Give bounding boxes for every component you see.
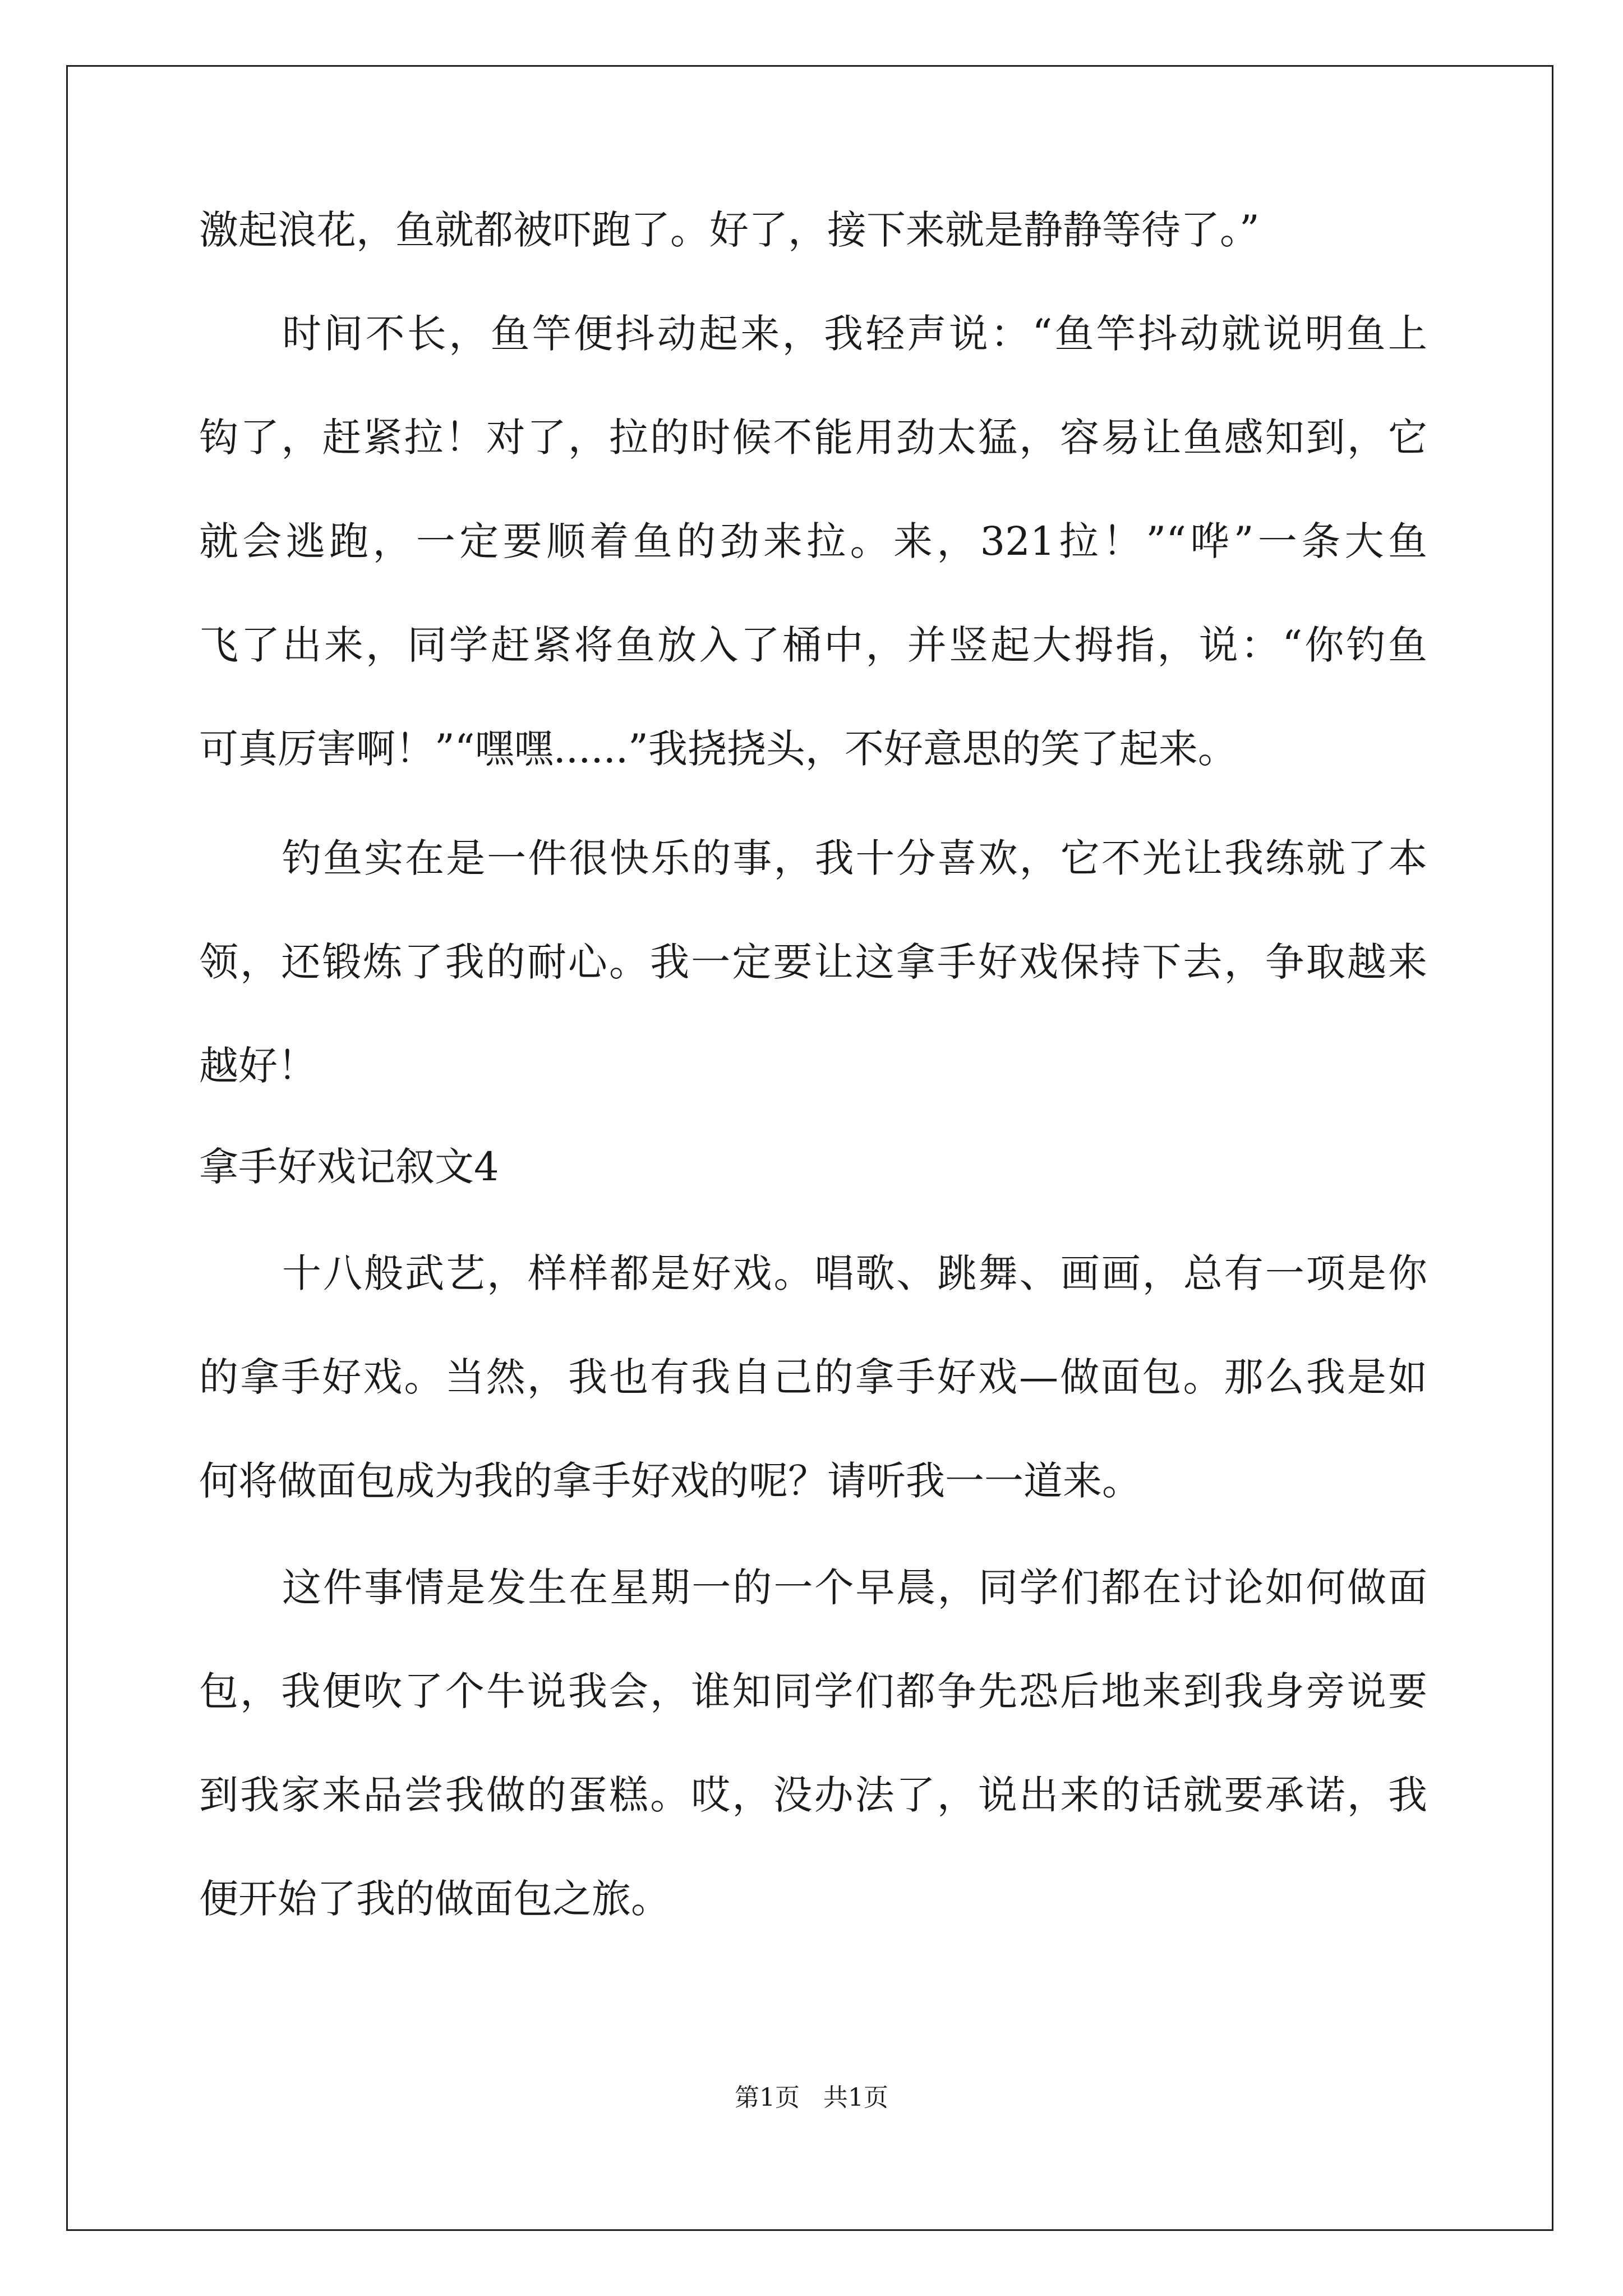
paragraph-line: 何将做面包成为我的拿手好戏的呢？请听我一一道来。	[199, 1458, 1141, 1504]
text-line-continuation: 激起浪花，鱼就都被吓跑了。好了，接下来就是静静等待了。”	[199, 207, 1260, 253]
paragraph-line: 越好！	[199, 1043, 317, 1089]
paragraph-line: 包，我便吹了个牛说我会，谁知同学们都争先恐后地来到我身旁说要	[199, 1668, 1427, 1714]
paragraph-line: 可真厉害啊！”“嘿嘿......”我挠挠头，不好意思的笑了起来。	[199, 726, 1237, 772]
paragraph-line: 的拿手好戏。当然，我也有我自己的拿手好戏—做面包。那么我是如	[199, 1354, 1427, 1400]
paragraph-line: 到我家来品尝我做的蛋糕。哎，没办法了，说出来的话就要承诺，我	[199, 1772, 1427, 1818]
paragraph-line: 这件事情是发生在星期一的一个早晨，同学们都在讨论如何做面	[282, 1565, 1427, 1611]
section-heading: 拿手好戏记叙文4	[199, 1144, 499, 1190]
paragraph-line: 钩了，赶紧拉！对了，拉的时候不能用劲太猛，容易让鱼感知到，它	[199, 415, 1427, 461]
paragraph-line: 领，还锻炼了我的耐心。我一定要让这拿手好戏保持下去，争取越来	[199, 939, 1427, 985]
paragraph-line: 就会逃跑，一定要顺着鱼的劲来拉。来，321拉！”“哗”一条大鱼	[199, 518, 1427, 564]
paragraph-line: 飞了出来，同学赶紧将鱼放入了桶中，并竖起大拇指，说：“你钓鱼	[199, 622, 1427, 668]
page-footer: 第1页 共1页	[735, 2083, 888, 2112]
paragraph-line: 便开始了我的做面包之旅。	[199, 1876, 670, 1922]
paragraph-line: 十八般武艺，样样都是好戏。唱歌、跳舞、画画，总有一项是你	[282, 1250, 1427, 1296]
paragraph-line: 时间不长，鱼竿便抖动起来，我轻声说：“鱼竿抖动就说明鱼上	[282, 311, 1427, 357]
paragraph-line: 钓鱼实在是一件很快乐的事，我十分喜欢，它不光让我练就了本	[282, 835, 1427, 881]
